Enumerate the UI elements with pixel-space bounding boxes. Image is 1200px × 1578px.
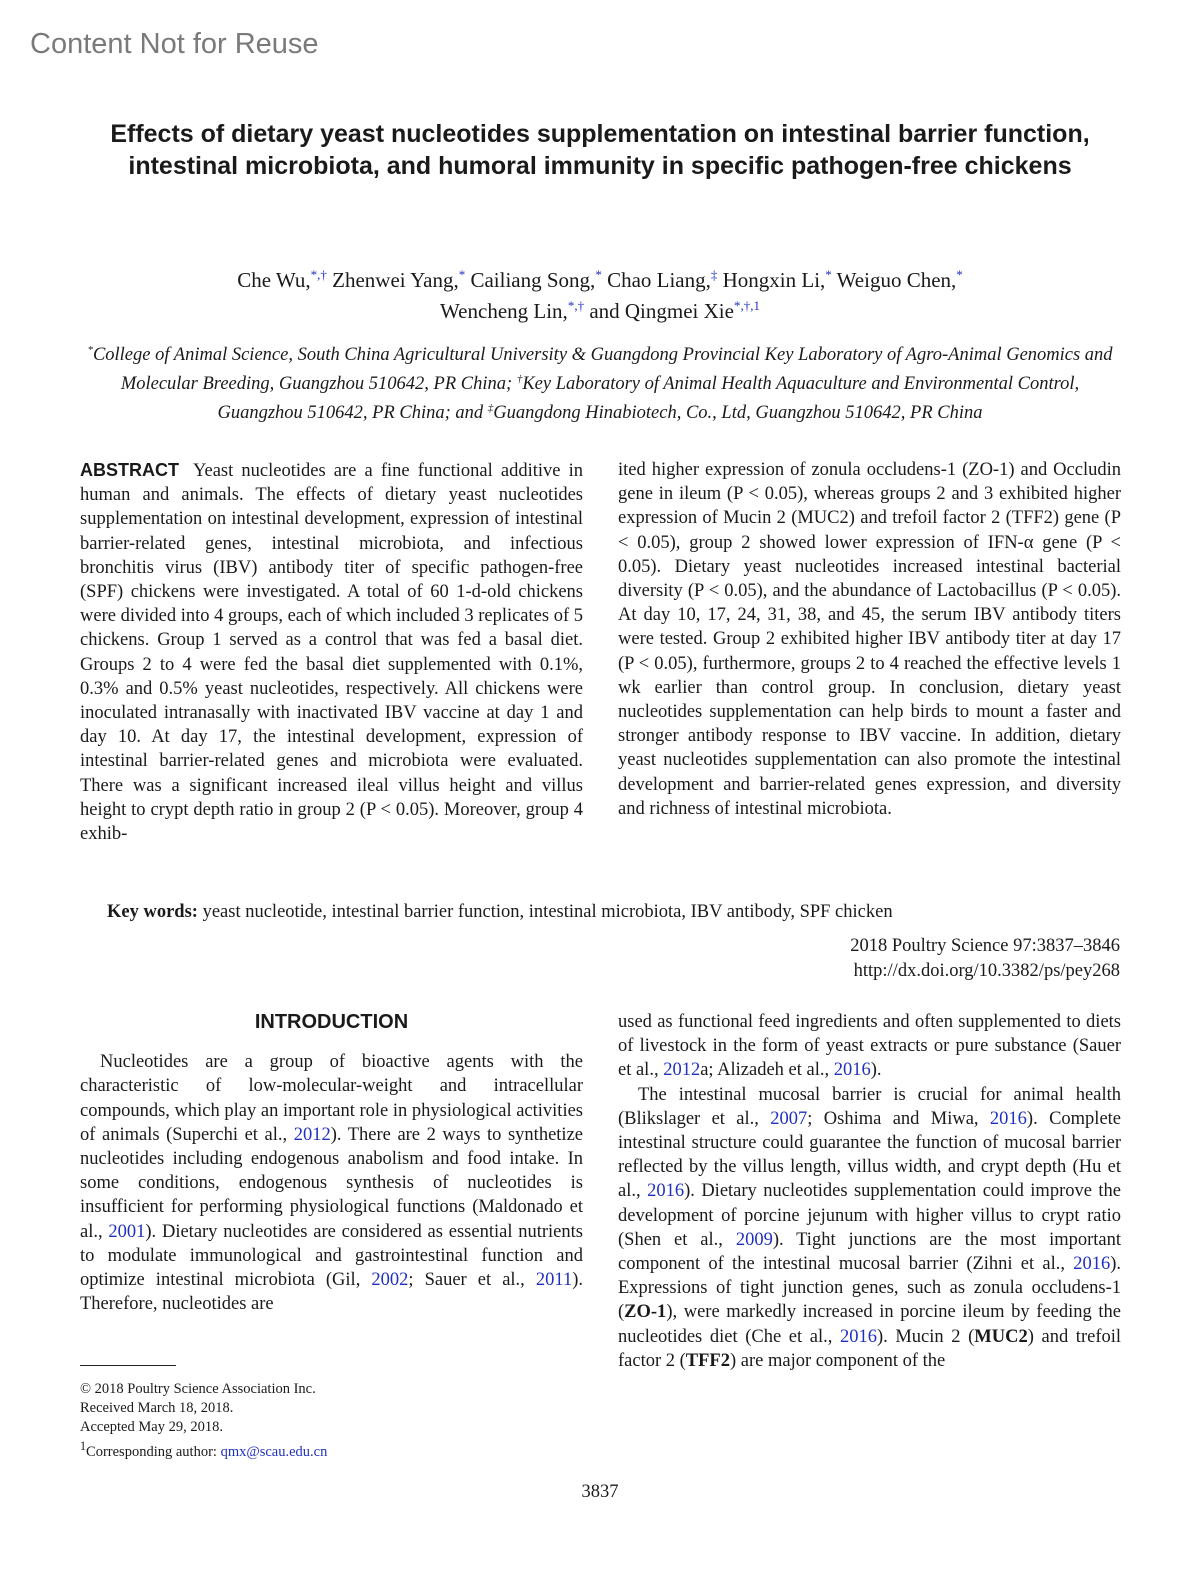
abstract-text-right: ited higher expression of zonula occludens-1 (ZO-1) and Occludin gene in ileum (P < 0.05), whereas groups 2 and 3 exhibited higher expression of Mucin 2 (MUC2) and trefoil factor 2 (TFF2) gene (P < 0.05), group 2 showed lower expression of IFN-α gene (P < 0.05). Dietary yeast nucleotides increased intestinal bacterial diversity (P < 0.05), and the abundance of Lactobacillus (P < 0.05). At day 10, 17, 24, 31, 38, and 45, the serum IBV antibody titers were tested. Group 2 exhibited higher IBV antibody titer at day 17 (P < 0.05), furthermore, groups 2 to 4 reached the effective levels 1 wk earlier than control group. In conclusion, dietary yeast nucleotides supplementation can help birds to mount a faster and stronger antibody response to IBV vaccine. In addition, dietary yeast nucleotides supplementation can also promote the intestinal development and barrier-related genes expression, and diversity and richness of intestinal microbiota. — [618, 460, 1121, 819]
journal-citation: 2018 Poultry Science 97:3837–3846 — [850, 936, 1120, 956]
text-run: ; Sauer et al., — [408, 1270, 536, 1291]
affil-mark-1: * — [87, 344, 93, 356]
intro-right-column — [618, 1010, 1121, 1373]
received-date: Received March 18, 2018. — [80, 1400, 234, 1416]
text-run: ). Dietary nucleotides supplementation could improve the development of porcine jejunum with higher villus to crypt ratio (Shen et al., — [618, 1181, 1121, 1250]
citation-block — [850, 934, 1120, 984]
author-name: Cailiang Song, — [465, 268, 596, 292]
author-affil-mark[interactable]: ‡ — [710, 267, 718, 282]
page-number: 3837 — [581, 1482, 619, 1502]
bold-term: MUC2 — [974, 1326, 1028, 1347]
author-name: Che Wu, — [237, 268, 311, 292]
author-affil-mark[interactable]: *,† — [567, 298, 585, 313]
copyright-note: © 2018 Poultry Science Association Inc. — [80, 1381, 316, 1397]
watermark: Content Not for Reuse — [30, 28, 319, 60]
citation-link[interactable]: 2002 — [371, 1270, 409, 1291]
paper-title: Effects of dietary yeast nucleotides supplementation on intestinal barrier function, intestinal microbiota, and humoral immunity in specific pathogen-free chickens — [110, 120, 1090, 180]
author-name: and Qingmei Xie — [584, 299, 734, 323]
abstract-right-column — [618, 458, 1121, 821]
text-run: ). — [870, 1060, 882, 1081]
text-run: ). Complete intestinal structure could guarantee the function of mucosal barrier reflected by the villus length, villus width, and crypt depth (Hu et al., — [618, 1108, 1122, 1202]
abstract-text-left: Yeast nucleotides are a fine functional additive in human and animals. The effects of dietary yeast nucleotides supplementation on intestinal development, expression of intestinal barrier-related genes, intestinal microbiota, and infectious bronchitis virus (IBV) antibody titer of specific pathogen-free (SPF) chickens were investigated. A total of 60 1-d-old chickens were divided into 4 groups, each of which included 3 replicates of 5 chickens. Group 1 served as a control that was fed a basal diet. Groups 2 to 4 were fed the basal diet supplemented with 0.1%, 0.3% and 0.5% yeast nucleotides, respectively. All chickens were inoculated intranasally with inactivated IBV vaccine at day 1 and day 10. At day 17, the intestinal development, expression of intestinal barrier-related genes and microbiota were evaluated. There was a significant increased ileal villus height and villus height to crypt depth ratio in group 2 (P < 0.05). Moreover, group 4 exhib- — [80, 461, 583, 845]
text-run: used as functional feed ingredients and often supplemented to diets of livestock in the form of yeast extracts or pure substance (Sauer et al., — [618, 1012, 1121, 1081]
author-name: Weiguo Chen, — [831, 268, 957, 292]
text-run: The intestinal mucosal barrier is crucial for animal health (Blikslager et al., — [618, 1084, 1121, 1129]
citation-link[interactable]: 2016 — [833, 1060, 871, 1081]
citation-link[interactable]: 2011 — [535, 1270, 573, 1291]
text-run: ). Mucin 2 ( — [876, 1326, 975, 1347]
affil-mark-2: † — [516, 373, 523, 386]
doi-link[interactable]: http://dx.doi.org/10.3382/ps/pey268 — [853, 961, 1120, 981]
keywords — [107, 902, 893, 923]
author-list — [80, 262, 1120, 324]
abstract-label: ABSTRACT — [80, 460, 179, 480]
affil-text-1: College of Animal Science, South China Agricultural University & Guangdong Provincial Key Laboratory of Agro-Animal Genomics and Molecular Breeding, Guangzhou 510642, PR China; — [92, 345, 1113, 395]
keywords-text: yeast nucleotide, intestinal barrier function, intestinal microbiota, IBV antibody, SPF chicken — [197, 902, 893, 922]
keywords-label: Key words: — [107, 902, 198, 922]
citation-link[interactable]: 2012 — [293, 1124, 331, 1145]
affil-mark-3: ‡ — [487, 402, 494, 415]
corr-email-link[interactable]: qmx@scau.edu.cn — [220, 1443, 328, 1460]
intro-paragraph-1-continued — [618, 1010, 1121, 1083]
text-run: ). Expressions of tight junction genes, such as zonula occludens-1 ( — [618, 1254, 1121, 1323]
author-name: Wencheng Lin, — [440, 299, 568, 323]
author-affil-mark[interactable]: * — [956, 267, 963, 282]
citation-link[interactable]: 2016 — [1073, 1254, 1111, 1275]
bold-term: TFF2 — [685, 1350, 730, 1371]
abstract-left-column — [80, 458, 583, 846]
text-run: ) are major component of the — [730, 1350, 946, 1371]
affiliations — [80, 338, 1120, 425]
author-name: Zhenwei Yang, — [326, 268, 459, 292]
citation-link[interactable]: 2016 — [839, 1326, 877, 1347]
author-name: Chao Liang, — [601, 268, 711, 292]
text-run: ). There are 2 ways to synthetize nucleotides including endogenous anabolism and food intake. In some conditions, endogenous synthesis of nucleotides is insufficient for performing physiological functions (Maldonado et al., — [80, 1124, 583, 1242]
author-affil-mark[interactable]: *,†,1 — [733, 298, 760, 313]
footnote-rule — [80, 1365, 176, 1366]
section-heading-introduction: INTRODUCTION — [254, 1011, 409, 1033]
citation-link[interactable]: 2016 — [989, 1108, 1027, 1129]
affil-text-2: Key Laboratory of Animal Health Aquaculture and Environmental Control, Guangzhou 510642, PR China; and — [217, 374, 1080, 424]
citation-link[interactable]: 2007 — [770, 1108, 808, 1129]
text-run: ). Dietary nucleotides are considered as essential nutrients to modulate immunological and gastrointestinal function and optimize intestinal microbiota (Gil, — [80, 1221, 583, 1291]
text-run: ). Therefore, nucleotides are — [80, 1270, 583, 1315]
affil-text-3: Guangdong Hinabiotech, Co., Ltd, Guangzhou 510642, PR China — [493, 403, 983, 424]
author-affil-mark[interactable]: *,† — [310, 267, 327, 282]
accepted-date: Accepted May 29, 2018. — [80, 1419, 223, 1435]
author-affil-mark[interactable]: * — [595, 267, 602, 282]
bold-term: ZO-1 — [624, 1302, 667, 1323]
citation-link[interactable]: 2012 — [663, 1060, 701, 1081]
intro-paragraph-1 — [80, 1050, 583, 1316]
text-run: ). Tight junctions are the most important component of the intestinal mucosal barrier (Zihni et al., — [618, 1229, 1121, 1275]
corr-mark: 1 — [80, 1439, 87, 1453]
text-run: ) and trefoil factor 2 ( — [618, 1326, 1122, 1371]
text-run: Nucleotides are a group of bioactive agents with the characteristic of low-molecular-weight and intracellular compounds, which play an important role in physiological activities of animals (Superchi et al., — [80, 1052, 583, 1145]
citation-link[interactable]: 2001 — [108, 1221, 146, 1242]
author-affil-mark[interactable]: * — [825, 267, 832, 282]
citation-link[interactable]: 2009 — [735, 1229, 773, 1250]
citation-link[interactable]: 2016 — [647, 1181, 685, 1202]
text-run: ), were markedly increased in porcine ileum by feeding the nucleotides diet (Che et al., — [618, 1302, 1121, 1347]
author-name: Hongxin Li, — [717, 268, 826, 292]
corr-label: Corresponding author: — [86, 1443, 221, 1460]
author-affil-mark[interactable]: * — [458, 267, 466, 282]
intro-left-column — [80, 1010, 583, 1316]
text-run: a; Alizadeh et al., — [700, 1060, 834, 1081]
intro-paragraph-2 — [618, 1083, 1121, 1373]
text-run: ; Oshima and Miwa, — [807, 1108, 990, 1129]
footnotes — [80, 1365, 327, 1462]
corresponding-author — [80, 1437, 327, 1462]
